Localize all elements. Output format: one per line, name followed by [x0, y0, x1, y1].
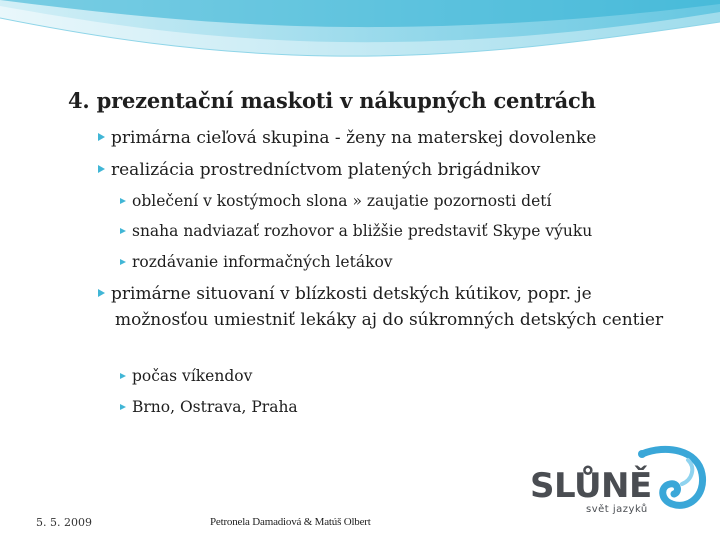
sub-bullet-skype [120, 219, 592, 243]
header-wave-decoration [0, 0, 720, 70]
bullet-arrow-icon [120, 373, 126, 379]
bullet-arrow-icon [98, 165, 105, 173]
bullet-arrow-icon [120, 198, 126, 204]
bullet-arrow-icon [98, 289, 105, 297]
sub-bullet-text: oblečení v kostýmoch slona » zaujatie pozornosti detí [132, 192, 552, 210]
bullet-arrow-icon [120, 259, 126, 265]
bullet-text: primárna cieľová skupina - ženy na materskej dovolenke [111, 128, 597, 148]
bullet-arrow-icon [120, 404, 126, 410]
sub-bullet-leaflets [120, 250, 393, 274]
bullet-target-group [98, 125, 596, 151]
footer-authors: Petronela Damadiová & Matúš Olbert [210, 516, 371, 528]
sub-bullet-weekends [120, 364, 252, 388]
bullet-realization [98, 157, 540, 183]
sub-bullet-cities [120, 395, 298, 419]
sub-bullet-costumes [120, 189, 551, 213]
sub-bullet-text: rozdávanie informačných letákov [132, 253, 393, 271]
sub-bullet-text: snaha nadviazať rozhovor a bližšie predstaviť Skype výuku [132, 222, 593, 240]
footer-date: 5. 5. 2009 [36, 516, 92, 529]
slide-title: 4. prezentační maskoti v nákupných centrách [68, 88, 596, 113]
elephant-trunk-icon [636, 444, 710, 514]
bullet-arrow-icon [120, 228, 126, 234]
bullet-text: primárne situovaní v blízkosti detských kútikov, popr. je možnosťou umiestniť lekáky aj do súkromných detských centier [111, 284, 664, 330]
bullet-arrow-icon [98, 133, 105, 141]
sub-bullet-text: Brno, Ostrava, Praha [132, 398, 298, 416]
logo-wordmark: SLŮNĚ [530, 466, 652, 506]
sub-bullet-text: počas víkendov [132, 367, 253, 385]
logo-tagline: svět jazyků [586, 504, 648, 515]
bullet-text: realizácia prostredníctvom platených brigádnikov [111, 160, 541, 180]
bullet-location [98, 281, 680, 333]
